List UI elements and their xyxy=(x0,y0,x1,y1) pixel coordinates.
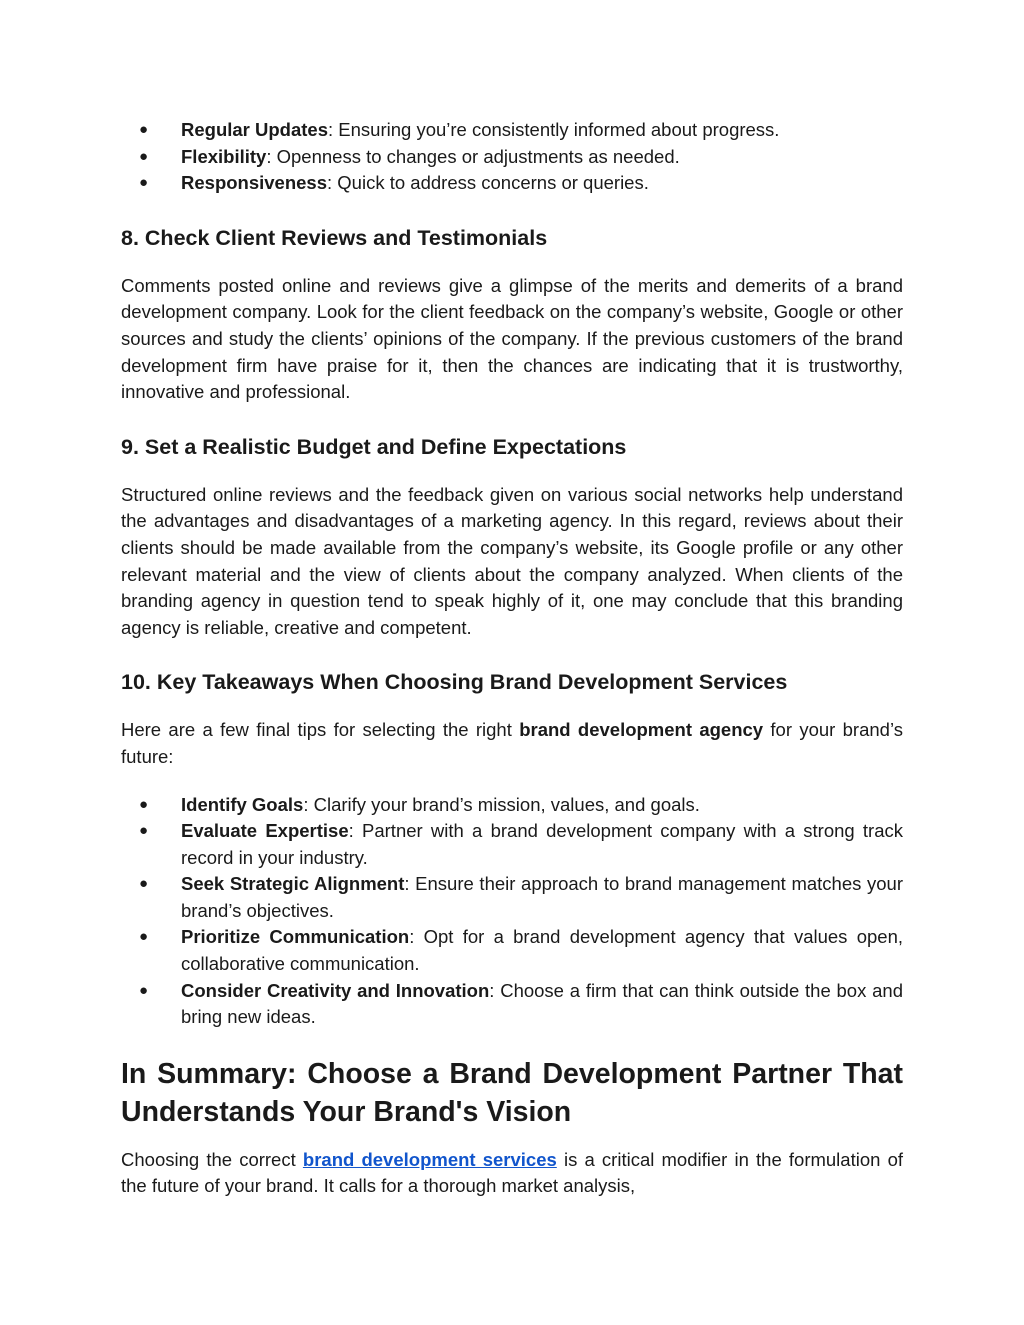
section-10-intro xyxy=(121,717,903,770)
list-item-term: Regular Updates xyxy=(181,119,329,140)
bullet-icon: ● xyxy=(139,147,149,165)
list-item-text: : Partner with a brand development company with a strong track record in your industry. xyxy=(181,820,904,868)
list-item-term: Consider Creativity and Innovation xyxy=(181,979,490,1001)
service-qualities-list xyxy=(121,117,903,197)
section-8-body: Comments posted online and reviews give a glimpse of the merits and demerits of a brand development company. Look for the client feedback on the company’s website, Google or other sources and study the clients’ opinions of the company. If the previous customers of the brand development firm have praise for it, then the chances are indicating that it is trustworthy, innovative and professional. xyxy=(121,274,903,403)
list-item xyxy=(121,170,903,197)
list-item-term: Flexibility xyxy=(181,145,267,167)
list-item-text: : Openness to changes or adjustments as needed. xyxy=(266,145,680,167)
list-item xyxy=(121,924,903,977)
list-item-term: Evaluate Expertise xyxy=(181,820,349,842)
summary-text: Choosing the correct xyxy=(121,1148,303,1170)
section-9-heading: 9. Set a Realistic Budget and Define Expectations xyxy=(121,434,627,459)
list-item-text: : Choose a firm that can think outside the box and bring new ideas. xyxy=(181,979,904,1028)
section-9-body: Structured online reviews and the feedback given on various social networks help understand the advantages and disadvantages of a marketing agency. In this regard, reviews about their clients should be made available from the company’s website, its Google profile or any other relevant material and the view of clients about the company analyzed. When clients of the branding agency in question tend to speak highly of it, one may conclude that this branding agency is reliable, creative and competent. xyxy=(121,483,903,638)
summary-body xyxy=(121,1147,903,1200)
bullet-icon: ● xyxy=(139,928,149,946)
list-item xyxy=(121,792,903,819)
intro-text: Here are a few final tips for selecting the right xyxy=(121,719,520,741)
list-item-term: Identify Goals xyxy=(181,793,304,815)
list-item xyxy=(121,144,903,171)
list-item-text: : Ensuring you’re consistently informed about progress. xyxy=(328,119,780,140)
key-takeaways-list xyxy=(121,792,903,1031)
list-item-text: : Opt for a brand development agency that values open, collaborative communication. xyxy=(181,926,904,975)
list-item xyxy=(121,818,903,871)
list-item xyxy=(121,117,903,144)
list-item-term: Prioritize Communication xyxy=(181,926,410,948)
summary-text-end: is a critical modifier in the formulation of the future of your brand. It calls for a thorough market analysis, xyxy=(121,1148,903,1197)
intro-text-end: for your brand’s future: xyxy=(121,719,903,767)
bullet-icon: ● xyxy=(139,174,149,192)
list-item-term: Responsiveness xyxy=(181,172,328,194)
summary-heading: In Summary: Choose a Brand Development Partner That Understands Your Brand's Vision xyxy=(121,1057,903,1128)
bullet-icon: ● xyxy=(139,981,149,999)
bullet-icon: ● xyxy=(139,121,149,138)
list-item-term: Seek Strategic Alignment xyxy=(181,873,405,895)
bullet-icon: ● xyxy=(139,795,149,813)
list-item-text: : Ensure their approach to brand management matches your brand’s objectives. xyxy=(181,873,903,921)
section-10-heading: 10. Key Takeaways When Choosing Brand Development Services xyxy=(121,670,788,695)
list-item xyxy=(121,871,903,924)
document-page xyxy=(121,117,903,1200)
section-8-heading: 8. Check Client Reviews and Testimonials xyxy=(121,225,548,250)
intro-bold-text: brand development agency xyxy=(519,719,764,741)
brand-development-services-link[interactable]: brand development services xyxy=(302,1148,557,1170)
list-item-text: : Quick to address concerns or queries. xyxy=(327,172,649,194)
bullet-icon: ● xyxy=(139,875,149,893)
list-item-text: : Clarify your brand’s mission, values, and goals. xyxy=(303,793,700,815)
list-item xyxy=(121,978,903,1031)
bullet-icon: ● xyxy=(139,822,149,840)
